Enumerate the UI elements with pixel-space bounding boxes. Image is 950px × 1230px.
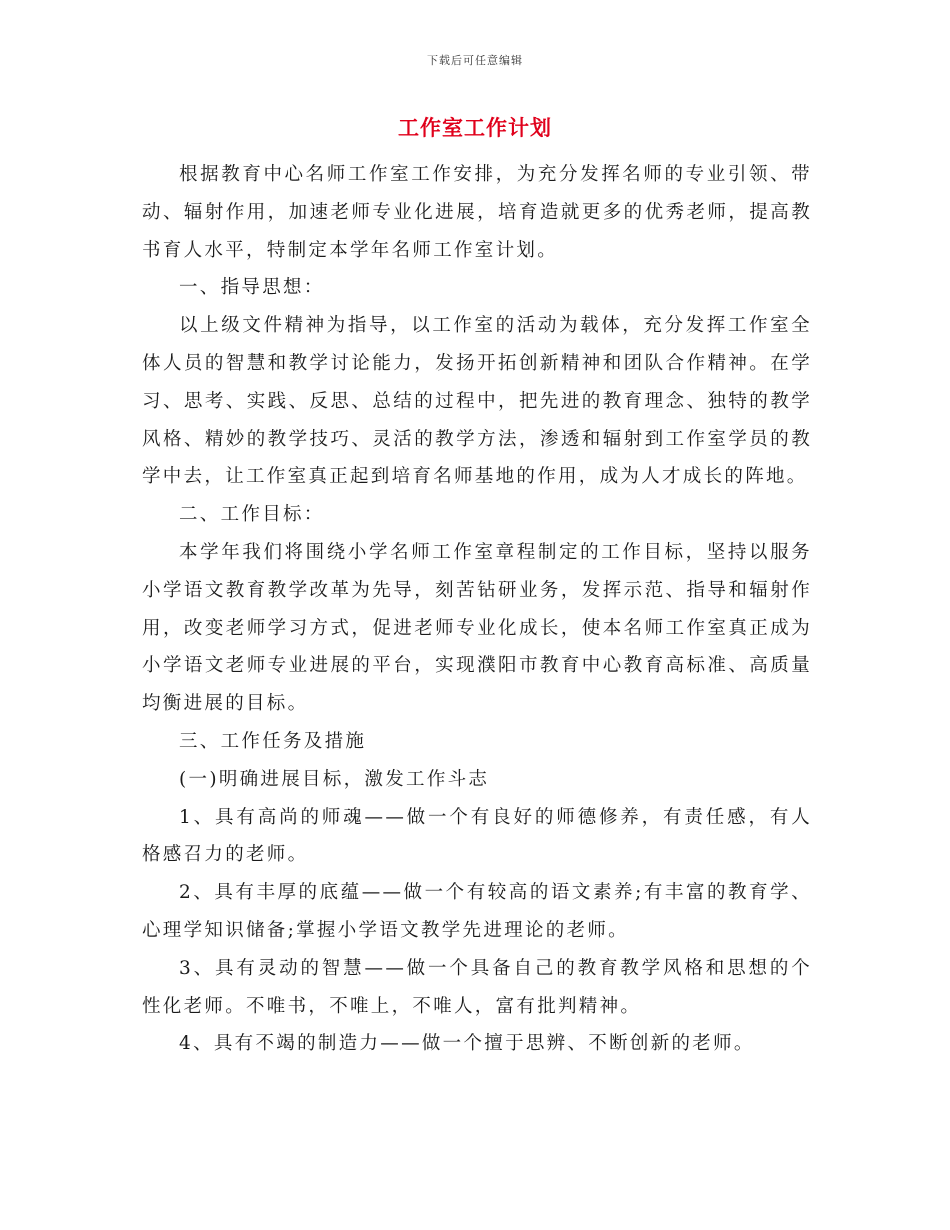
section-heading-work-goals: 二、工作目标：: [179, 504, 325, 526]
section-heading-tasks-measures: 三、工作任务及措施: [179, 730, 367, 752]
list-item-1: 1、具有高尚的师魂——做一个有良好的师德修养，有责任感，有人格感召力的老师。: [142, 806, 812, 866]
document-body: [142, 156, 812, 1063]
paragraph-guiding-thought: 以上级文件精神为指导，以工作室的活动为载体，充分发挥工作室全体人员的智慧和教学讨论能力，发扬开拓创新精神和团队合作精神。在学习、思考、实践、反思、总结的过程中，把先进的教育理念、独特的教学风格、精妙的教学技巧、灵活的教学方法，渗透和辐射到工作室学员的教学中去，让工作室真正起到培育名师基地的作用，成为人才成长的阵地。: [142, 315, 812, 488]
list-item-3: 3、具有灵动的智慧——做一个具备自己的教育教学风格和思想的个性化老师。不唯书，不唯上，不唯人，富有批判精神。: [142, 957, 812, 1017]
list-item-2: 2、具有丰厚的底蕴——做一个有较高的语文素养;有丰富的教育学、心理学知识储备;掌握小学语文教学先进理论的老师。: [142, 882, 812, 941]
page-header-note: 下载后可任意编辑: [427, 54, 523, 67]
list-item-4: 4、具有不竭的制造力——做一个擅于思辨、不断创新的老师。: [179, 1033, 755, 1055]
paragraph-intro: 根据教育中心名师工作室工作安排，为充分发挥名师的专业引领、带动、辐射作用，加速老师专业化进展，培育造就更多的优秀老师，提高教书育人水平，特制定本学年名师工作室计划。: [142, 164, 812, 261]
subsection-heading-goals: (一)明确进展目标，激发工作斗志: [179, 768, 490, 790]
document-title: 工作室工作计划: [398, 116, 552, 140]
section-heading-guiding-thought: 一、指导思想：: [179, 277, 325, 299]
paragraph-work-goals: 本学年我们将围绕小学名师工作室章程制定的工作目标，坚持以服务小学语文教育教学改革为先导，刻苦钻研业务，发挥示范、指导和辐射作用，改变老师学习方式，促进老师专业化成长，使本名师工作室真正成为小学语文老师专业进展的平台，实现濮阳市教育中心教育高标准、高质量均衡进展的目标。: [142, 541, 812, 715]
